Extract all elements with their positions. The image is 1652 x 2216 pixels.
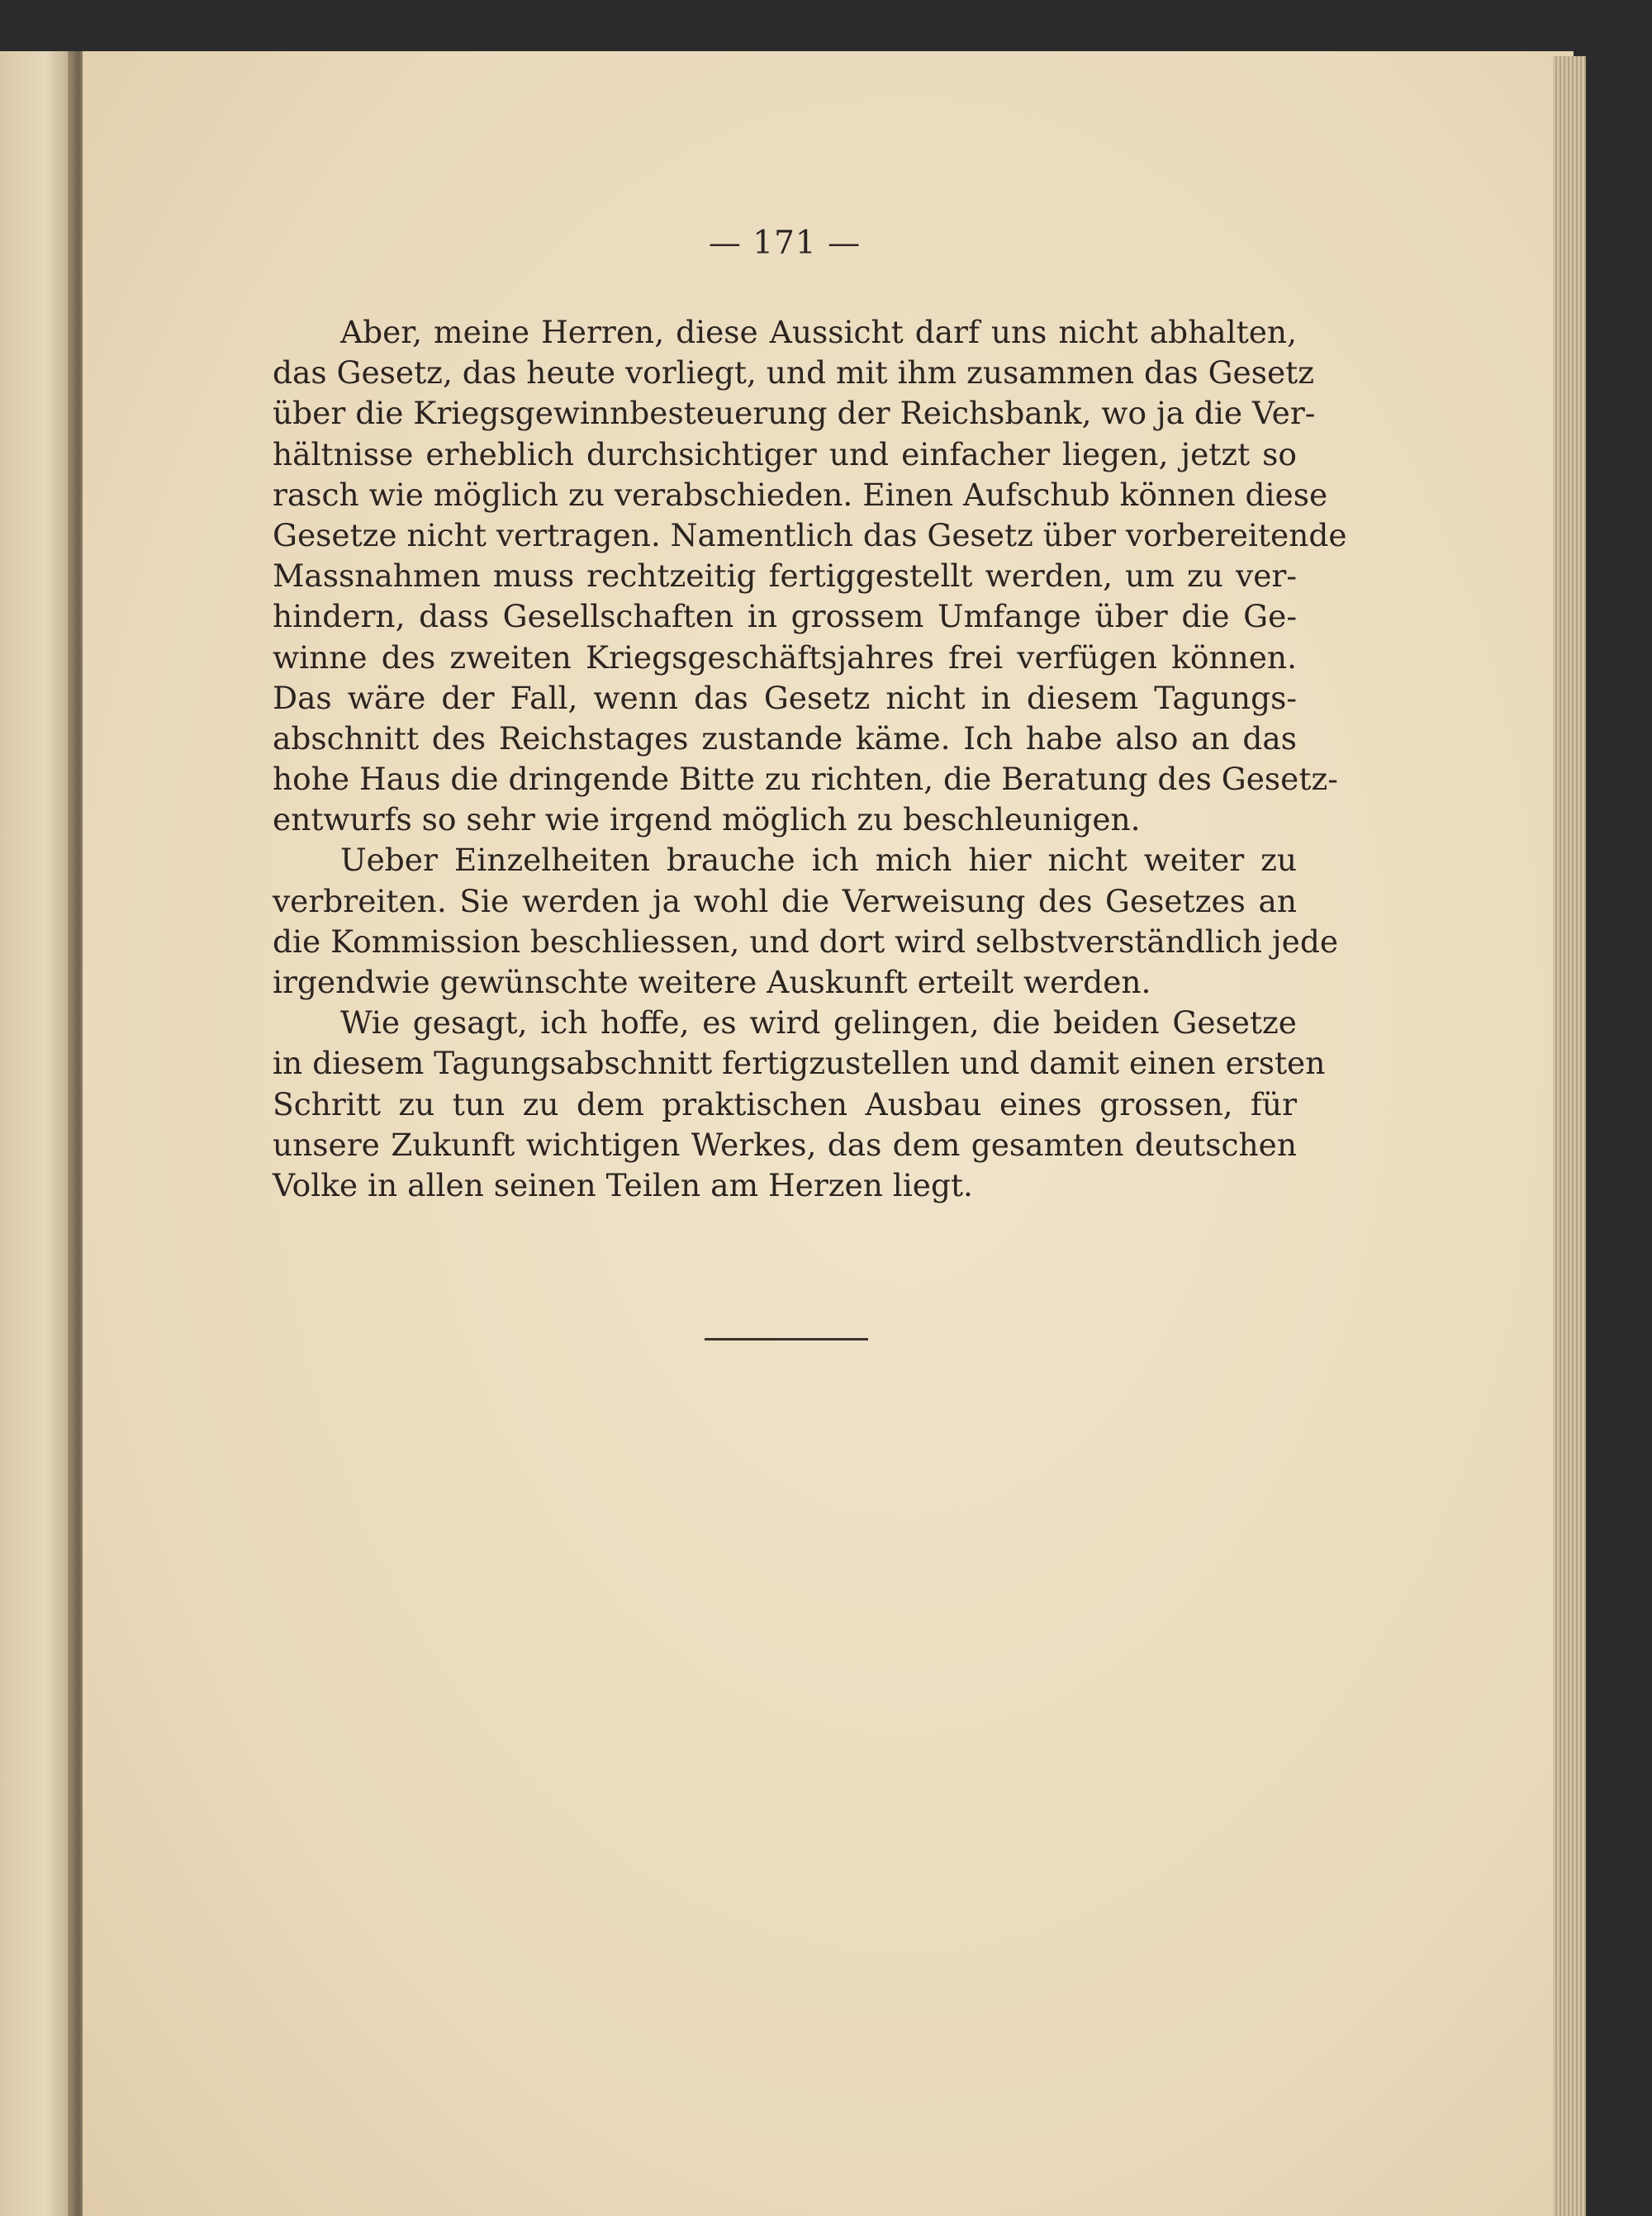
text-line: Wie gesagt, ich hoffe, es wird gelingen, die beiden Gesetze [340, 1004, 1297, 1042]
text-line: in diesem Tagungsabschnitt fertigzustellen und damit einen ersten [273, 1045, 1326, 1082]
text-line: Volke in allen seinen Teilen am Herzen liegt. [273, 1166, 973, 1203]
text-line: Massnahmen muss rechtzeitig fertiggestellt werden, um zu ver- [273, 558, 1297, 595]
text-line: irgendwie gewünschte weitere Auskunft erteilt werden. [273, 964, 1151, 1000]
text-line: abschnitt des Reichstages zustande käme. Ich habe also an das [273, 719, 1297, 757]
paragraph-2 [273, 840, 1339, 1003]
page-number: — 171 — [708, 225, 862, 262]
text-line: unsere Zukunft wichtigen Werkes, das dem gesamten deutschen [273, 1126, 1297, 1163]
text-line: hohe Haus die dringende Bitte zu richten, die Beratung des Gesetz- [273, 761, 1338, 798]
text-line: Aber, meine Herren, diese Aussicht darf uns nicht abhalten, [340, 314, 1297, 350]
text-line: hältnisse erheblich durchsichtiger und einfacher liegen, jetzt so [273, 435, 1297, 472]
text-line: über die Kriegsgewinnbesteuerung der Reichsbank, wo ja die Ver- [273, 395, 1316, 432]
text-line: hindern, dass Gesellschaften in grossem Umfange über die Ge- [273, 598, 1297, 635]
text-line: Schritt zu tun zu dem praktischen Ausbau eines grossen, für [273, 1085, 1297, 1122]
text-line: rasch wie möglich zu verabschieden. Einen Aufschub können diese [273, 476, 1328, 513]
body-text [273, 312, 1347, 1206]
text-line: entwurfs so sehr wie irgend möglich zu beschleunigen. [273, 801, 1141, 838]
paragraph-3 [273, 1003, 1326, 1206]
text-line: die Kommission beschliessen, und dort wird selbstverständlich jede [273, 923, 1339, 960]
text-line: verbreiten. Sie werden ja wohl die Verweisung des Gesetzes an [273, 882, 1297, 919]
text-line: Gesetze nicht vertragen. Namentlich das Gesetz über vorbereitende [273, 516, 1347, 553]
text-line: winne des zweiten Kriegsgeschäftsjahres frei verfügen können. [273, 638, 1297, 676]
section-divider [705, 1338, 868, 1341]
text-line: Ueber Einzelheiten brauche ich mich hier nicht weiter zu [340, 842, 1297, 879]
text-line: Das wäre der Fall, wenn das Gesetz nicht in diesem Tagungs- [273, 679, 1297, 716]
page-stack-edge [1553, 56, 1586, 2216]
text-line: das Gesetz, das heute vorliegt, und mit ihm zusammen das Gesetz [273, 354, 1314, 391]
left-page-edge [0, 51, 76, 2216]
paragraph-1 [273, 312, 1347, 840]
